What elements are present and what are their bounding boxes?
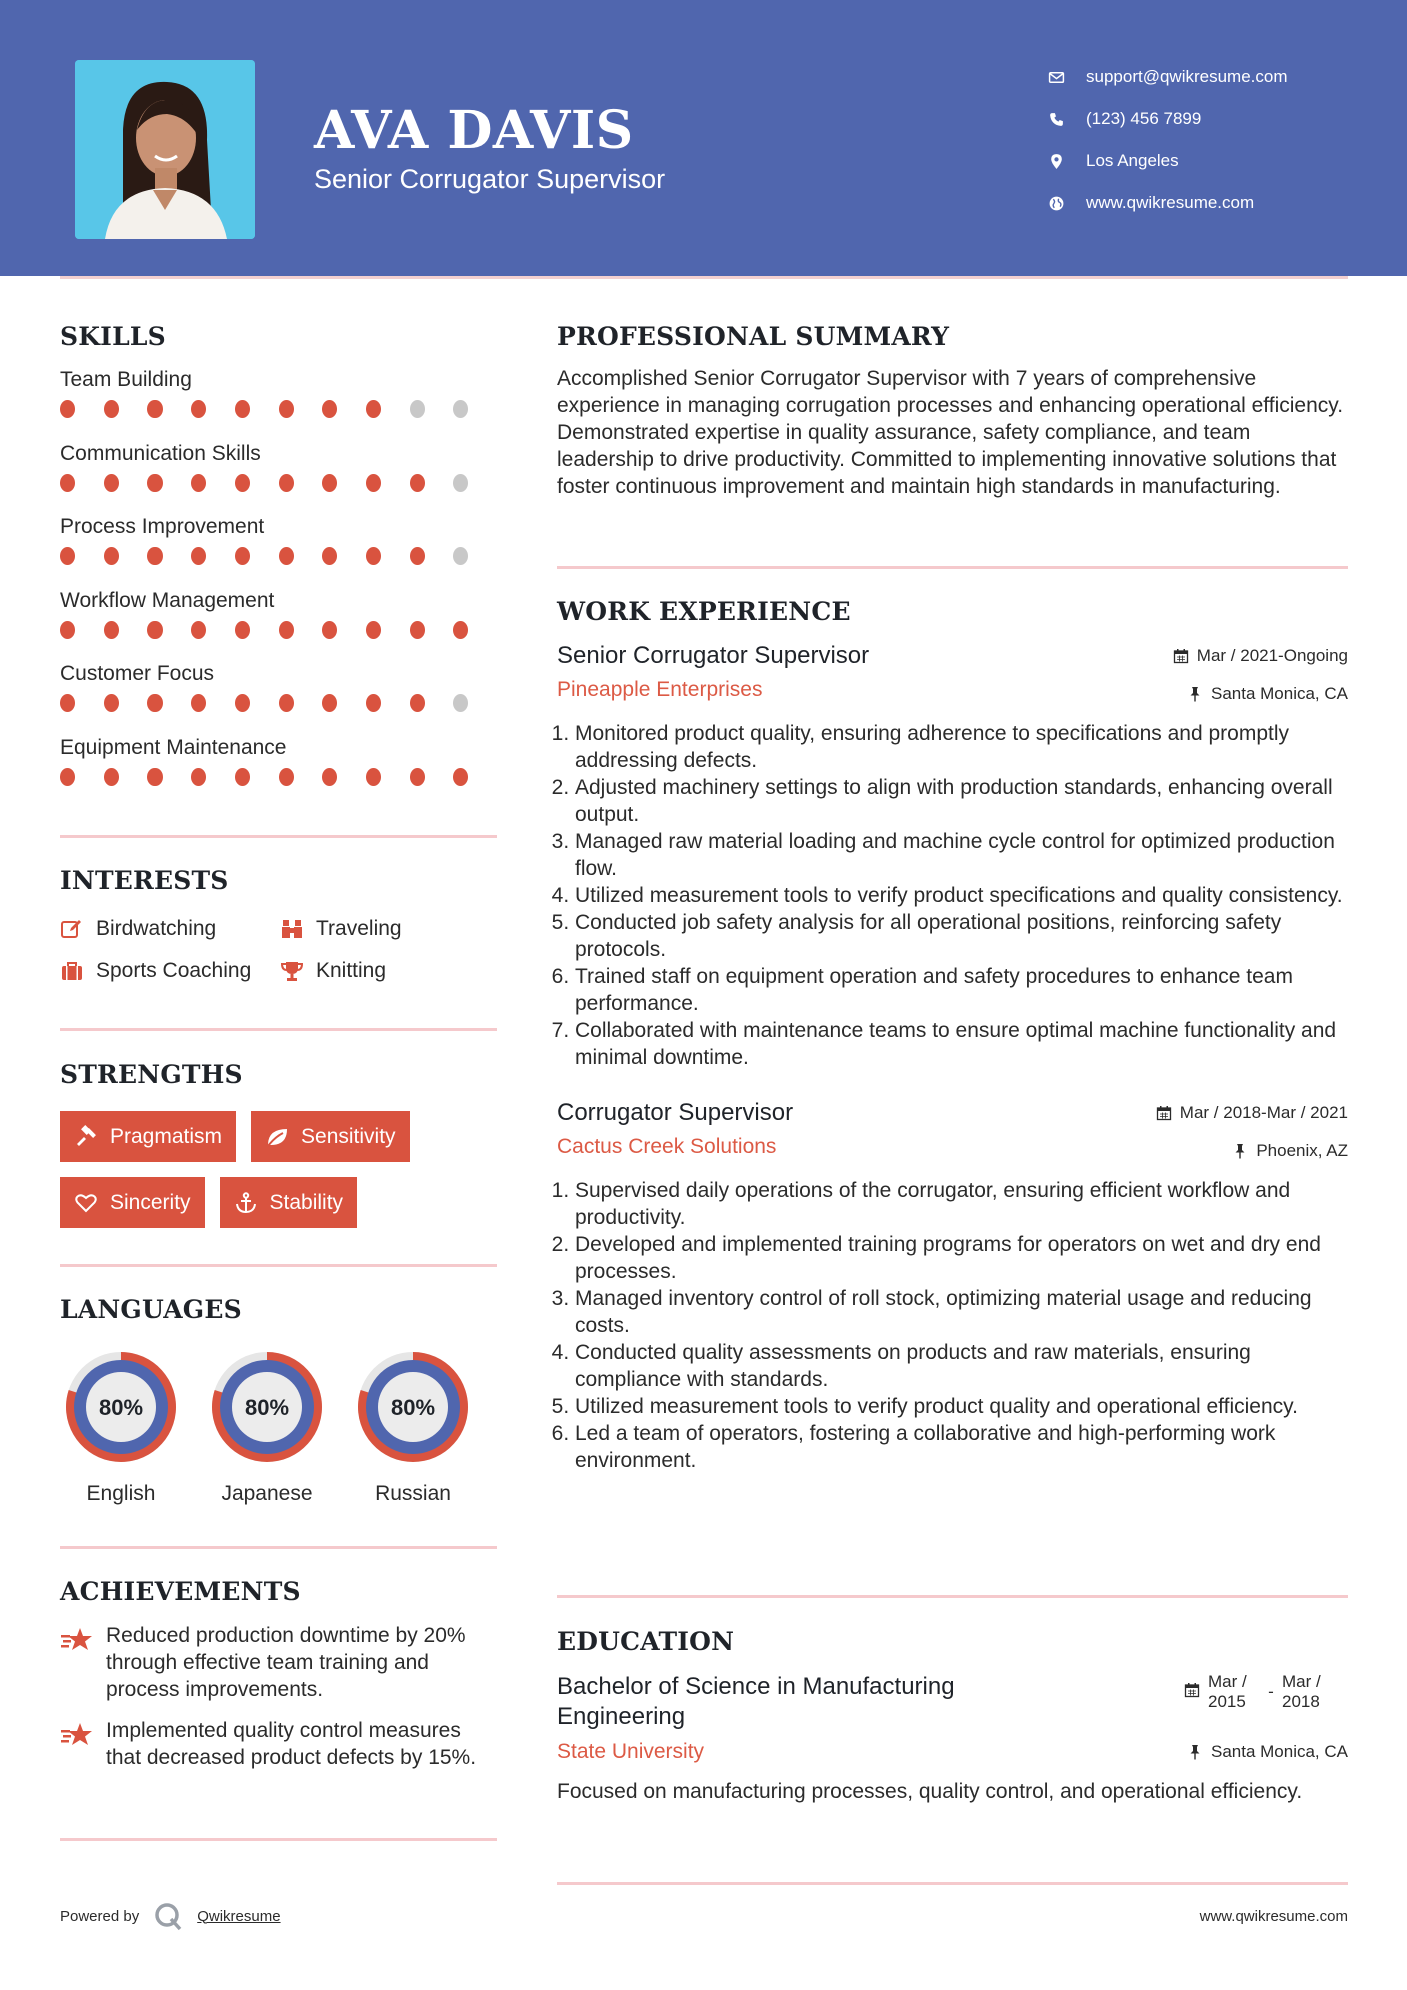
language-name: Russian <box>375 1482 451 1505</box>
skill-name: Team Building <box>60 368 192 391</box>
rating-dot-filled <box>453 621 468 639</box>
rating-dot-filled <box>147 694 162 712</box>
rating-dot-filled <box>410 768 425 786</box>
job-entry <box>557 1099 1348 1474</box>
rating-dot-filled <box>279 621 294 639</box>
rating-dot-filled <box>235 621 250 639</box>
rating-dot-filled <box>191 621 206 639</box>
strength-tag <box>220 1177 358 1228</box>
rating-dot-filled <box>279 768 294 786</box>
achievement-text: Reduced production downtime by 20% through effective team training and process improvements. <box>106 1624 466 1701</box>
strengths-list <box>60 1111 497 1228</box>
interest-label: Birdwatching <box>96 917 217 940</box>
trophy-icon <box>280 959 316 983</box>
job-entry <box>557 642 1348 1071</box>
responsibility-item: 1. Supervised daily operations of the corrugator, ensuring efficient workflow and productivity. <box>575 1177 1348 1231</box>
calendar-icon <box>1173 648 1197 664</box>
responsibility-item: 6. Led a team of operators, fostering a collaborative and high-performing work environment. <box>575 1420 1348 1474</box>
achievement-text: Implemented quality control measures that decreased product defects by 15%. <box>106 1719 477 1769</box>
section-divider <box>557 1882 1348 1885</box>
rating-dot-filled <box>147 400 162 418</box>
contact-location <box>1048 140 1288 182</box>
rating-dot-filled <box>366 694 381 712</box>
rating-dot-empty <box>453 400 468 418</box>
rating-dot-filled <box>147 621 162 639</box>
pushpin-icon <box>1187 1744 1211 1760</box>
interests-list <box>60 917 497 983</box>
rating-dot-filled <box>322 621 337 639</box>
calendar-icon <box>1156 1105 1180 1121</box>
experience-section <box>557 597 1348 1474</box>
rating-dot-empty <box>453 694 468 712</box>
contact-phone-text[interactable]: (123) 456 7899 <box>1086 109 1202 128</box>
contact-location-text: Los Angeles <box>1086 151 1179 170</box>
language-name: English <box>86 1482 156 1505</box>
achievements-title: ACHIEVEMENTS <box>60 1577 301 1606</box>
summary-section <box>557 322 1348 500</box>
resume-header <box>0 0 1407 276</box>
strengths-title: STRENGTHS <box>60 1060 243 1089</box>
skill-item <box>60 365 497 439</box>
header-divider <box>60 276 1348 279</box>
skill-item <box>60 512 497 586</box>
contact-website-text[interactable]: www.qwikresume.com <box>1086 193 1255 212</box>
strength-tag <box>60 1111 236 1162</box>
skill-item <box>60 659 497 733</box>
rating-dot-empty <box>453 547 468 565</box>
rating-dot-filled <box>366 621 381 639</box>
job-location-text: Phoenix, AZ <box>1256 1141 1348 1160</box>
briefcase-icon <box>60 959 96 983</box>
education-location <box>1187 1742 1348 1762</box>
rating-dot-filled <box>104 694 119 712</box>
globe-icon <box>1048 195 1086 212</box>
rating-dot-filled <box>235 400 250 418</box>
job-company: Cactus Creek Solutions <box>557 1135 777 1158</box>
language-ring <box>60 1346 182 1468</box>
contact-list <box>1048 56 1288 224</box>
responsibility-item: 4. Conducted quality assessments on products and raw materials, ensuring compliance with standards. <box>575 1339 1348 1393</box>
rating-dot-filled <box>279 694 294 712</box>
rating-dot-filled <box>191 474 206 492</box>
interest-item <box>60 959 280 983</box>
pushpin-icon <box>1232 1143 1256 1159</box>
education-entry <box>557 1672 1348 1805</box>
interests-title: INTERESTS <box>60 866 229 895</box>
education-date-start: Mar / 2015 <box>1208 1672 1247 1711</box>
school-name: State University <box>557 1740 705 1763</box>
job-location-text: Santa Monica, CA <box>1210 684 1348 703</box>
rating-dot-filled <box>104 474 119 492</box>
responsibility-list <box>557 1177 1348 1474</box>
section-divider <box>557 1595 1348 1598</box>
profile-photo <box>75 60 255 239</box>
location-pin-icon <box>1048 153 1086 170</box>
contact-phone[interactable] <box>1048 98 1288 140</box>
binoculars-icon <box>280 917 316 941</box>
interest-label: Sports Coaching <box>96 959 252 982</box>
education-date <box>1184 1672 1348 1712</box>
calendar-icon <box>1184 1682 1208 1698</box>
skill-item <box>60 439 497 513</box>
rating-dot-filled <box>60 474 75 492</box>
skills-list <box>60 365 497 806</box>
interest-item <box>280 917 480 941</box>
education-location-text: Santa Monica, CA <box>1210 1742 1348 1761</box>
strength-label: Sensitivity <box>301 1124 396 1148</box>
qwikresume-link[interactable]: Qwikresume <box>197 1907 281 1925</box>
contact-email-text[interactable]: support@qwikresume.com <box>1086 67 1288 86</box>
interest-label: Knitting <box>316 959 387 982</box>
responsibility-item: 5. Conducted job safety analysis for all operational positions, reinforcing safety protocols. <box>575 909 1348 963</box>
rating-dot-filled <box>366 768 381 786</box>
education-date-end: Mar / 2018 <box>1282 1672 1321 1711</box>
contact-email[interactable] <box>1048 56 1288 98</box>
strength-label: Stability <box>269 1190 344 1214</box>
powered-by-label: Powered by <box>60 1907 140 1925</box>
skill-rating <box>60 400 497 418</box>
section-divider <box>60 1028 497 1031</box>
rating-dot-filled <box>60 400 75 418</box>
experience-title: WORK EXPERIENCE <box>557 597 851 626</box>
leaf-icon <box>265 1125 301 1149</box>
interest-item <box>60 917 280 941</box>
rating-dot-filled <box>235 768 250 786</box>
job-company: Pineapple Enterprises <box>557 678 763 701</box>
pencil-square-icon <box>60 917 96 941</box>
strength-tag <box>60 1177 205 1228</box>
rating-dot-filled <box>104 547 119 565</box>
skill-item <box>60 733 497 807</box>
job-title: Corrugator Supervisor <box>557 1099 794 1126</box>
skill-name: Communication Skills <box>60 441 261 465</box>
candidate-title: Senior Corrugator Supervisor <box>314 164 666 194</box>
responsibility-item: 2. Developed and implemented training programs for operators on wet and dry end processes. <box>575 1231 1348 1285</box>
responsibility-item: 3. Managed inventory control of roll stock, optimizing material usage and reducing costs. <box>575 1285 1348 1339</box>
skill-name: Process Improvement <box>60 515 265 538</box>
rating-dot-filled <box>60 768 75 786</box>
responsibility-item: 4. Utilized measurement tools to verify product specifications and quality consistency. <box>575 882 1348 909</box>
rating-dot-filled <box>104 621 119 639</box>
language-ring <box>352 1346 474 1468</box>
skills-title: SKILLS <box>60 322 166 351</box>
degree-title: Bachelor of Science in Manufacturing Engineering <box>557 1673 955 1730</box>
responsibility-item: 7. Collaborated with maintenance teams to ensure optimal machine functionality and minimal downtime. <box>575 1017 1348 1071</box>
skill-name: Equipment Maintenance <box>60 735 287 759</box>
rating-dot-filled <box>191 547 206 565</box>
rating-dot-filled <box>191 694 206 712</box>
skill-rating <box>60 621 497 639</box>
rating-dot-filled <box>235 474 250 492</box>
job-location <box>1187 684 1348 704</box>
skill-rating <box>60 474 497 492</box>
rating-dot-filled <box>147 547 162 565</box>
education-section <box>557 1627 1348 1805</box>
rating-dot-filled <box>322 694 337 712</box>
footer-website-link[interactable]: www.qwikresume.com <box>1199 1907 1348 1925</box>
rating-dot-empty <box>410 400 425 418</box>
heart-icon <box>74 1191 110 1215</box>
qwikresume-logo-icon[interactable] <box>153 1901 183 1931</box>
skill-name: Workflow Management <box>60 588 275 612</box>
language-percent: 80% <box>98 1395 144 1420</box>
star-badge-icon <box>60 1717 106 1771</box>
interest-item <box>280 959 480 983</box>
rating-dot-empty <box>453 474 468 492</box>
skill-rating <box>60 694 497 712</box>
rating-dot-filled <box>410 621 425 639</box>
strengths-section <box>60 1060 497 1228</box>
interest-label: Traveling <box>316 917 402 940</box>
language-percent: 80% <box>390 1395 436 1420</box>
education-description: Focused on manufacturing processes, quality control, and operational efficiency. <box>557 1780 1303 1803</box>
interests-section <box>60 866 497 983</box>
job-date <box>1173 646 1348 666</box>
responsibility-item: 2. Adjusted machinery settings to align with production standards, enhancing overall output. <box>575 774 1348 828</box>
rating-dot-filled <box>279 400 294 418</box>
achievement-item <box>60 1622 497 1703</box>
rating-dot-filled <box>191 768 206 786</box>
rating-dot-filled <box>279 547 294 565</box>
responsibility-list <box>557 720 1348 1071</box>
candidate-name: AVA DAVIS <box>314 100 634 161</box>
rating-dot-filled <box>60 621 75 639</box>
rating-dot-filled <box>235 547 250 565</box>
language-item <box>206 1346 328 1506</box>
language-item <box>352 1346 474 1506</box>
rating-dot-filled <box>410 474 425 492</box>
job-date <box>1156 1103 1348 1123</box>
responsibility-item: 3. Managed raw material loading and machine cycle control for optimized production flow. <box>575 828 1348 882</box>
rating-dot-filled <box>147 474 162 492</box>
rating-dot-filled <box>410 547 425 565</box>
strength-label: Pragmatism <box>110 1124 223 1148</box>
rating-dot-filled <box>104 400 119 418</box>
rating-dot-filled <box>410 694 425 712</box>
summary-title: PROFESSIONAL SUMMARY <box>557 322 950 351</box>
star-badge-icon <box>60 1622 106 1703</box>
rating-dot-filled <box>322 474 337 492</box>
achievements-section <box>60 1577 497 1771</box>
section-divider <box>60 1546 497 1549</box>
job-date-text: Mar / 2018-Mar / 2021 <box>1179 1103 1348 1122</box>
languages-list <box>60 1346 497 1506</box>
languages-section <box>60 1295 497 1506</box>
skill-rating <box>60 768 497 786</box>
rating-dot-filled <box>366 547 381 565</box>
rating-dot-filled <box>322 400 337 418</box>
envelope-icon <box>1048 69 1086 86</box>
footer <box>60 1898 1348 1934</box>
rating-dot-filled <box>322 547 337 565</box>
job-date-text: Mar / 2021-Ongoing <box>1196 646 1348 665</box>
rating-dot-filled <box>60 547 75 565</box>
rating-dot-filled <box>147 768 162 786</box>
skills-section <box>60 322 497 806</box>
responsibility-item: 1. Monitored product quality, ensuring adherence to specifications and promptly addressing defects. <box>575 720 1348 774</box>
languages-title: LANGUAGES <box>60 1295 242 1324</box>
achievement-item <box>60 1717 497 1771</box>
section-divider <box>60 835 497 838</box>
rating-dot-filled <box>60 694 75 712</box>
pushpin-icon <box>1187 686 1211 702</box>
rating-dot-filled <box>322 768 337 786</box>
rating-dot-filled <box>279 474 294 492</box>
anchor-icon <box>234 1191 270 1215</box>
responsibility-item: 5. Utilized measurement tools to verify product quality and operational efficiency. <box>575 1393 1348 1420</box>
language-percent: 80% <box>244 1395 290 1420</box>
responsibility-item: 6. Trained staff on equipment operation and safety procedures to enhance team performance. <box>575 963 1348 1017</box>
strength-tag <box>251 1111 410 1162</box>
rating-dot-filled <box>366 474 381 492</box>
section-divider <box>60 1838 497 1841</box>
language-item <box>60 1346 182 1506</box>
education-date-separator: - <box>1268 1682 1274 1701</box>
language-ring <box>206 1346 328 1468</box>
gavel-icon <box>74 1125 110 1149</box>
skill-name: Customer Focus <box>60 662 215 685</box>
section-divider <box>557 566 1348 569</box>
summary-text: Accomplished Senior Corrugator Supervisor with 7 years of comprehensive experience in managing corrugation processes and enhancing operational efficiency. Demonstrated expertise in quality assurance, safety compliance, and team leadership to drive productivity. Committed to implementing innovative solutions that foster continuous improvement and maintain high standards in manufacturing. <box>557 367 1344 498</box>
skill-rating <box>60 547 497 565</box>
rating-dot-filled <box>366 400 381 418</box>
rating-dot-filled <box>453 768 468 786</box>
job-location <box>1232 1141 1348 1161</box>
language-name: Japanese <box>221 1482 313 1505</box>
contact-website[interactable] <box>1048 182 1288 224</box>
section-divider <box>60 1264 497 1267</box>
phone-icon <box>1048 111 1086 128</box>
education-title: EDUCATION <box>557 1627 735 1656</box>
rating-dot-filled <box>104 768 119 786</box>
job-title: Senior Corrugator Supervisor <box>557 642 870 669</box>
rating-dot-filled <box>235 694 250 712</box>
strength-label: Sincerity <box>110 1190 191 1214</box>
rating-dot-filled <box>191 400 206 418</box>
skill-item <box>60 586 497 660</box>
